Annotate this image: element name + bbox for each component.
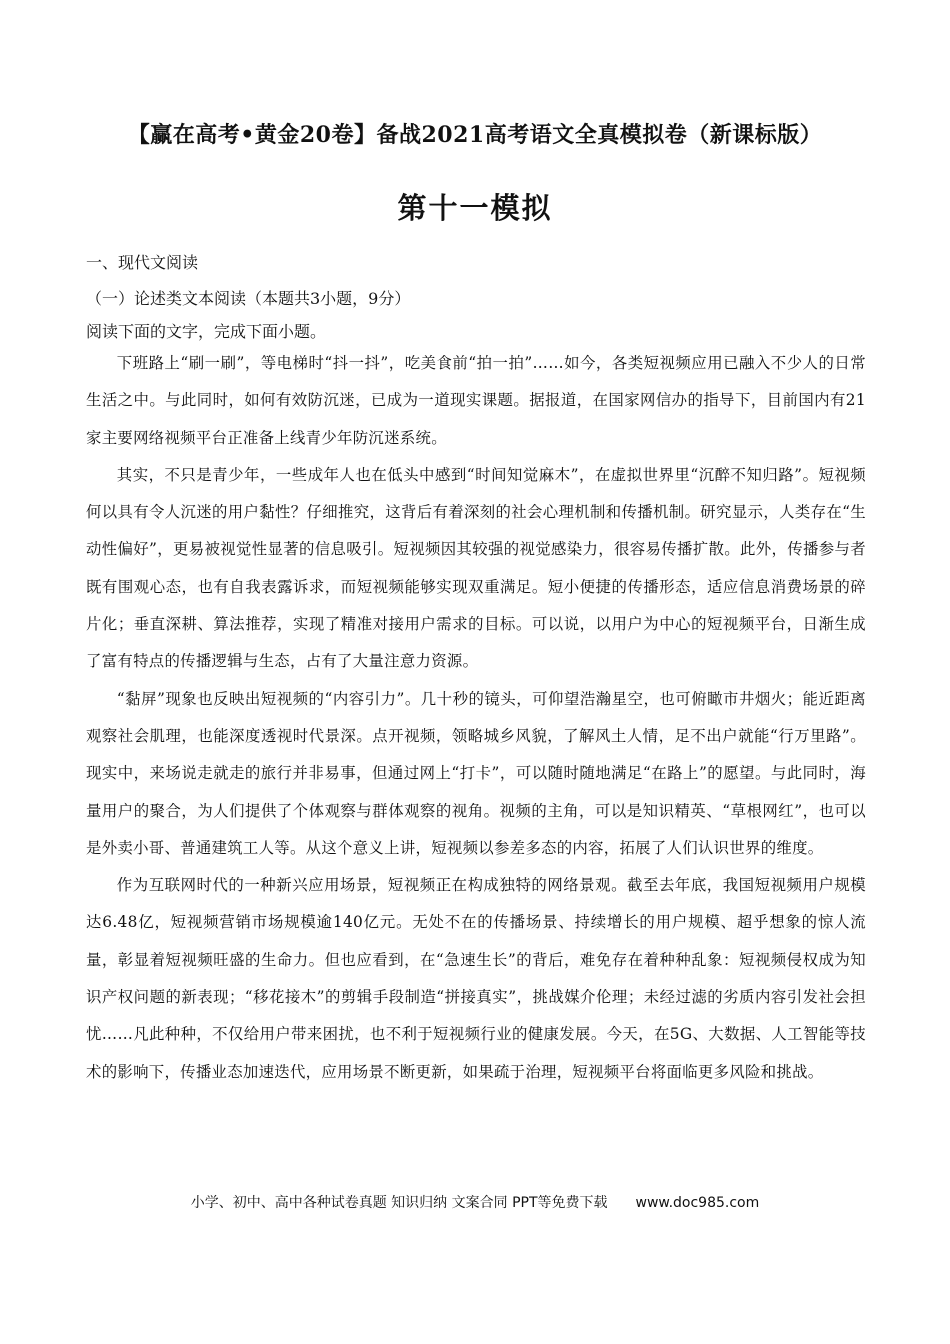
section-heading: 一、现代文阅读 <box>86 253 199 272</box>
paragraph: 下班路上“刷一刷”，等电梯时“抖一抖”，吃美食前“拍一拍”……如今，各类短视频应用已融入不少人的日常生活之中。与此同时，如何有效防沉迷，已成为一道现实课题。据报道，在国家网信办的指导下，目前国内有21家主要网络视频平台正准备上线青少年防沉迷系统。 <box>86 354 866 447</box>
page-subtitle: 第十一模拟 <box>397 191 553 225</box>
footer-url: www.doc985.com <box>635 1195 760 1211</box>
footer-text: 小学、初中、高中各种试卷真题 知识归纳 文案合同 PPT等免费下载 <box>190 1195 608 1211</box>
subsection-heading: （一）论述类文本阅读（本题共3小题，9分） <box>86 289 411 308</box>
reading-instruction: 阅读下面的文字，完成下面小题。 <box>86 322 327 341</box>
page-title: 【赢在高考•黄金20卷】备战2021高考语文全真模拟卷（新课标版） <box>127 122 823 148</box>
passage-body <box>86 345 866 1091</box>
paragraph: “黏屏”现象也反映出短视频的“内容引力”。几十秒的镜头，可仰望浩瀚星空，也可俯瞰市井烟火；能近距离观察社会肌理，也能深度透视时代景深。点开视频，领略城乡风貌，了解风土人情，足不出户就能“行万里路”。现实中，来场说走就走的旅行并非易事，但通过网上“打卡”，可以随时随地满足“在路上”的愿望。与此同时，海量用户的聚合，为人们提供了个体观察与群体观察的视角。视频的主角，可以是知识精英、“草根网红”，也可以是外卖小哥、普通建筑工人等。从这个意义上讲，短视频以参差多态的内容，拓展了人们认识世界的维度。 <box>86 689 866 857</box>
paragraph: 其实，不只是青少年，一些成年人也在低头中感到“时间知觉麻木”，在虚拟世界里“沉醉不知归路”。短视频何以具有令人沉迷的用户黏性？仔细推究，这背后有着深刻的社会心理机制和传播机制。研究显示，人类存在“生动性偏好”，更易被视觉性显著的信息吸引。短视频因其较强的视觉感染力，很容易传播扩散。此外，传播参与者既有围观心态，也有自我表露诉求，而短视频能够实现双重满足。短小便捷的传播形态，适应信息消费场景的碎片化；垂直深耕、算法推荐，实现了精准对接用户需求的目标。可以说，以用户为中心的短视频平台，日渐生成了富有特点的传播逻辑与生态，占有了大量注意力资源。 <box>86 465 866 671</box>
paragraph: 作为互联网时代的一种新兴应用场景，短视频正在构成独特的网络景观。截至去年底，我国短视频用户规模达6.48亿，短视频营销市场规模逾140亿元。无处不在的传播场景、持续增长的用户规模、超乎想象的惊人流量，彰显着短视频旺盛的生命力。但也应看到，在“急速生长”的背后，难免存在着种种乱象：短视频侵权成为知识产权问题的新表现；“移花接木”的剪辑手段制造“拼接真实”，挑战媒介伦理；未经过滤的劣质内容引发社会担忧……凡此种种，不仅给用户带来困扰，也不利于短视频行业的健康发展。今天，在5G、大数据、人工智能等技术的影响下，传播业态加速迭代，应用场景不断更新，如果疏于治理，短视频平台将面临更多风险和挑战。 <box>86 876 866 1081</box>
page-footer <box>0 1192 950 1212</box>
